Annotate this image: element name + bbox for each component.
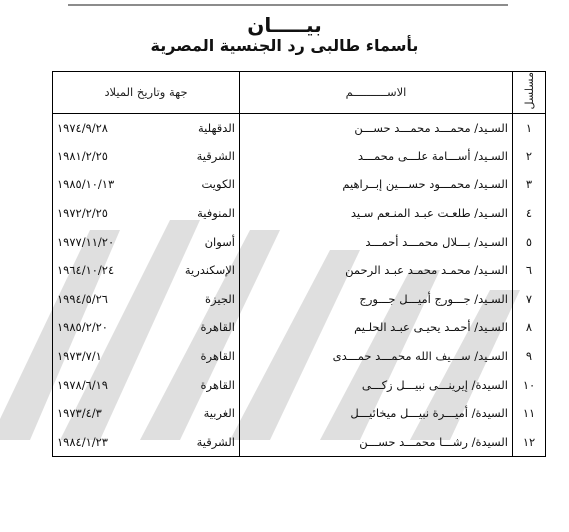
serial-column-header: مسلسل	[513, 72, 546, 114]
name-cell: السـيد/ ســـيف الله محمـــد حمـــدى	[240, 342, 513, 371]
table-row	[53, 142, 546, 171]
serial-cell: ٣	[513, 170, 546, 199]
serial-cell: ٢	[513, 142, 546, 171]
table-row	[53, 370, 546, 399]
birth-place: الشرقية	[196, 434, 235, 449]
birth-place: القاهرة	[200, 377, 235, 392]
table-row	[53, 342, 546, 371]
birth-date: ١٩٧٨/٦/١٩	[57, 377, 108, 392]
name-cell: السـيد/ بـــلال محمـــد أحمـــد	[240, 227, 513, 256]
birth-date: ١٩٧٣/٧/١	[57, 349, 102, 364]
birth-place: القاهرة	[200, 349, 235, 364]
name-cell: السـيد/ محمـــود حســـين إبــراهيم	[240, 170, 513, 199]
table-body	[53, 113, 546, 456]
name-cell: السيدة/ أميـــرة نبيـــل ميخائيـــل	[240, 399, 513, 428]
birth-place: الجيزة	[205, 291, 235, 306]
name-cell: السيدة/ إيرينـــى نبيـــل زكـــى	[240, 370, 513, 399]
table-row	[53, 285, 546, 314]
birth-date: ١٩٨٤/١/٢٣	[57, 434, 108, 449]
table-row	[53, 256, 546, 285]
birth-place: أسوان	[204, 234, 235, 249]
birth-place: الدقهلية	[198, 120, 235, 135]
document-title: بيـــــان	[247, 13, 322, 37]
name-cell: السـيد/ محمـد محمـد عبـد الرحمن	[240, 256, 513, 285]
birth-cell	[53, 370, 240, 399]
birth-cell	[53, 113, 240, 142]
birth-date: ١٩٧٧/١١/٢٠	[57, 234, 115, 249]
birth-date: ١٩٨٥/٢/٢٠	[57, 320, 108, 335]
birth-cell	[53, 227, 240, 256]
name-cell: السيدة/ رشـــا محمـــد حســـن	[240, 428, 513, 457]
birth-place: القاهرة	[200, 320, 235, 335]
name-cell: السـيد/ أســـامة علـــى محمـــد	[240, 142, 513, 171]
serial-cell: ٧	[513, 285, 546, 314]
birth-place: الإسكندرية	[184, 263, 235, 278]
table-row	[53, 199, 546, 228]
serial-cell: ١١	[513, 399, 546, 428]
top-rule	[68, 4, 508, 6]
table-row	[53, 313, 546, 342]
birth-date: ١٩٧٢/٢/٢٥	[57, 206, 108, 221]
name-cell: السـيد/ محمـــد محمـــد حســـن	[240, 113, 513, 142]
name-cell: السـيد/ جـــورج أميـــل جـــورج	[240, 285, 513, 314]
birth-date: ١٩٨١/٢/٢٥	[57, 148, 108, 163]
applicants-table	[52, 71, 546, 457]
serial-cell: ٨	[513, 313, 546, 342]
birth-cell	[53, 342, 240, 371]
name-cell: السـيد/ طلعـت عبـد المنـعم سـيد	[240, 199, 513, 228]
birth-place: المنوفية	[197, 206, 235, 221]
name-cell: السـيد/ أحمـد يحيـى عبـد الحلـيم	[240, 313, 513, 342]
serial-cell: ٤	[513, 199, 546, 228]
birth-column-header: جهة وتاريخ الميلاد	[53, 72, 240, 114]
serial-cell: ١	[513, 113, 546, 142]
birth-cell	[53, 142, 240, 171]
serial-cell: ٦	[513, 256, 546, 285]
table-row	[53, 227, 546, 256]
birth-cell	[53, 285, 240, 314]
serial-cell: ١٢	[513, 428, 546, 457]
birth-date: ١٩٧٣/٤/٣	[57, 406, 102, 421]
birth-place: الشرقية	[196, 148, 235, 163]
birth-cell	[53, 428, 240, 457]
birth-date: ١٩٨٥/١٠/١٣	[57, 177, 115, 192]
table-row	[53, 113, 546, 142]
birth-cell	[53, 399, 240, 428]
table-row	[53, 399, 546, 428]
name-column-header: الاســــــــــم	[240, 72, 513, 114]
birth-date: ١٩٧٤/٩/٢٨	[57, 120, 108, 135]
table-row	[53, 428, 546, 457]
birth-cell	[53, 256, 240, 285]
birth-cell	[53, 313, 240, 342]
serial-cell: ٥	[513, 227, 546, 256]
birth-cell	[53, 170, 240, 199]
table-header-row	[53, 72, 546, 114]
birth-place: الكويت	[201, 177, 235, 192]
serial-cell: ١٠	[513, 370, 546, 399]
birth-date: ١٩٩٤/٥/٢٦	[57, 291, 108, 306]
birth-date: ١٩٦٤/١٠/٢٤	[57, 263, 115, 278]
table-row	[53, 170, 546, 199]
birth-place: الغربية	[203, 406, 235, 421]
birth-cell	[53, 199, 240, 228]
serial-cell: ٩	[513, 342, 546, 371]
document-subtitle: بأسماء طالبى رد الجنسية المصرية	[150, 36, 419, 55]
